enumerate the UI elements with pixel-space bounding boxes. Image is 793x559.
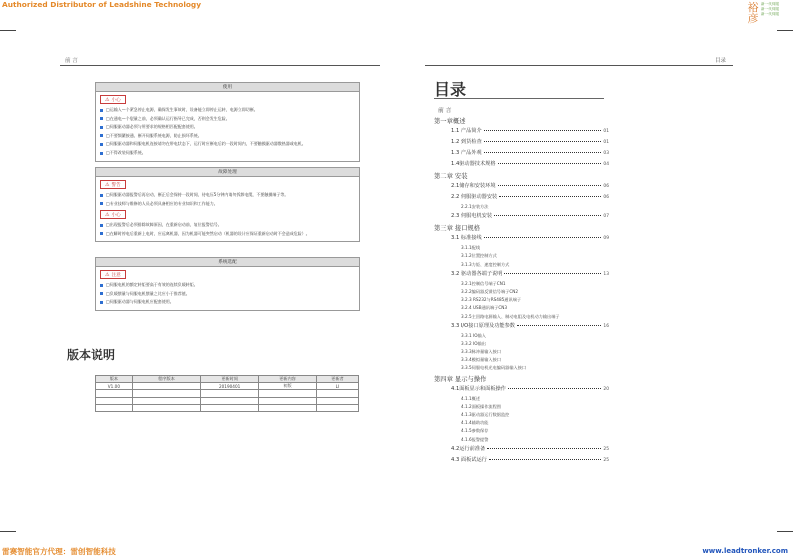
toc-entry-title: 4.1.4辅助功能	[461, 420, 489, 426]
toc-entry-title: 1.4驱动器技术规格	[451, 161, 496, 167]
toc-page-number: 20	[603, 386, 609, 392]
version-title: 版本说明	[67, 348, 116, 362]
toc-entry[interactable]	[434, 385, 609, 396]
right-page-header: 目录	[715, 58, 727, 64]
notice-item-text: □出现报警后必须排除故障原因，在重新启动前，复位报警信号。	[106, 222, 222, 228]
table-cell	[259, 397, 317, 404]
table-of-contents	[434, 105, 609, 467]
toc-page-number: 04	[603, 162, 609, 167]
logo-char-1: 裕	[747, 1, 759, 14]
bullet-square-icon	[100, 117, 103, 120]
version-table-header	[96, 376, 359, 383]
table-cell	[316, 404, 358, 411]
toc-leader-dots	[508, 388, 601, 389]
toc-entry-title: 3.1.2位置控制方式	[461, 253, 497, 259]
notice-item	[100, 107, 355, 113]
toc-entry-title: 3.2 驱动器各端子说明	[451, 270, 503, 277]
brand-logo	[747, 2, 779, 24]
toc-entry[interactable]	[434, 396, 609, 404]
toc-page-number: 13	[603, 271, 609, 277]
toc-page-number: 25	[603, 457, 609, 463]
toc-leader-dots	[484, 237, 602, 238]
notice-item	[100, 192, 355, 198]
toc-entry-title: 4.1.5参数保存	[461, 428, 489, 434]
bullet-square-icon	[100, 224, 103, 227]
notice-item	[100, 222, 355, 228]
toc-entry[interactable]	[434, 341, 609, 349]
toc-page-number: 06	[603, 195, 609, 200]
toc-entry[interactable]	[434, 445, 609, 456]
toc-entry[interactable]	[434, 138, 609, 149]
toc-page-number: 06	[603, 184, 609, 189]
toc-leader-dots	[504, 273, 601, 274]
toc-entry-title: 4.3 面板试运行	[451, 456, 487, 463]
notice-section	[95, 257, 360, 311]
notice-item	[100, 141, 355, 147]
warning-tag-label: 注意	[111, 272, 121, 278]
notice-item	[100, 231, 355, 237]
notice-item-text: □在通电—个裂量之前，必须确认运行指导已完成，否则会发生危险。	[106, 115, 230, 121]
table-cell: 初版	[259, 383, 317, 390]
toc-entry-title: 第四章 显示与操作	[434, 375, 487, 383]
table-row	[96, 383, 359, 390]
toc-entry-title: 3.2.5主回路电源输入、制动电阻及电机动力输出端子	[461, 313, 560, 319]
toc-page-number: 03	[603, 151, 609, 156]
toc-entry[interactable]	[434, 428, 609, 436]
toc-entry[interactable]	[434, 127, 609, 138]
table-row	[96, 397, 359, 404]
toc-entry[interactable]	[434, 212, 609, 223]
toc-entry[interactable]	[434, 262, 609, 270]
toc-entry-title: 2.1储存和安装环境	[451, 183, 496, 189]
table-cell	[201, 397, 259, 404]
toc-entry[interactable]	[434, 234, 609, 245]
col-update-content: 更新内容	[259, 376, 317, 383]
notice-item	[100, 299, 355, 305]
warning-tag-label: 警告	[111, 182, 121, 188]
col-program-version: 程序版本	[132, 376, 200, 383]
toc-entry-title: 前 言	[438, 108, 452, 114]
toc-entry[interactable]	[434, 160, 609, 171]
toc-entry-title: 第一章概述	[434, 118, 466, 125]
toc-leader-dots	[484, 130, 602, 131]
toc-entry[interactable]	[434, 116, 609, 127]
toc-entry-title: 3.1.1配线	[461, 245, 481, 251]
agent-banner: 雷赛智能官方代理：雷创智能科技	[2, 547, 116, 556]
bullet-square-icon	[100, 134, 103, 137]
toc-entry[interactable]	[434, 289, 609, 297]
notice-item-text: □不要频繁接通、断开伺服系统电源，防止损坏系统。	[106, 132, 202, 138]
toc-entry-title: 4.1.1概述	[461, 395, 481, 401]
toc-entry[interactable]	[434, 365, 609, 373]
toc-title: 目录	[434, 80, 467, 99]
notice-item-text: □伺服驱动器和伺服电机连接请勿在带电状态下，运行时应断电后约一段时间内，不要触摸驱动器散热器或电机。	[106, 141, 306, 147]
warning-icon: ⚠	[105, 211, 110, 218]
notice-item-text: □负载惯量与伺服电机惯量之比应小于推荐值。	[106, 290, 190, 296]
bullet-square-icon	[100, 194, 103, 197]
warning-icon: ⚠	[105, 181, 110, 188]
notice-item-text: □运输入—个紧急停止电源，确保发生事故时，设备能立即停止运转，电源立即切断。	[106, 107, 258, 112]
crop-mark-bottom-left	[0, 531, 16, 532]
crop-mark-top-left	[0, 30, 16, 31]
toc-page-number: 25	[603, 446, 609, 452]
toc-leader-dots	[517, 325, 601, 326]
logo-line: 新一代伺服	[761, 2, 779, 6]
toc-entry[interactable]	[434, 456, 609, 467]
toc-entry-title: 1.2 到货检查	[451, 139, 482, 145]
notice-section-title: 使用	[95, 82, 360, 92]
table-row	[96, 404, 359, 411]
toc-entry[interactable]	[434, 281, 609, 289]
toc-entry-title: 第二章 安装	[434, 173, 468, 180]
table-cell	[132, 397, 200, 404]
toc-entry-title: 2.3 伺服电机安装	[451, 213, 493, 220]
logo-text	[761, 2, 779, 17]
toc-page-number: 16	[603, 323, 609, 329]
toc-entry-title: 第三章 接口规格	[434, 225, 481, 233]
warning-tag	[100, 95, 126, 104]
toc-entry[interactable]	[434, 374, 609, 385]
notice-item	[100, 116, 355, 122]
toc-entry[interactable]	[434, 404, 609, 412]
toc-entry[interactable]	[434, 204, 609, 212]
right-header-rule	[425, 65, 733, 66]
notice-section-body	[95, 177, 360, 242]
toc-page-number: 09	[603, 236, 609, 242]
toc-entry[interactable]	[434, 305, 609, 313]
notice-section	[95, 82, 360, 162]
table-cell	[96, 397, 133, 404]
table-cell: 20190401	[201, 383, 259, 390]
toc-entry[interactable]	[434, 314, 609, 322]
toc-entry[interactable]	[434, 149, 609, 160]
website-link[interactable]: www.leadtronker.com	[702, 547, 788, 555]
toc-leader-dots	[484, 141, 602, 142]
notice-item-text: □伺服驱动器报警后再启动，断正后会保持一段时间，待电压5分钟内请勿拆卸电缆，不要触摸端子等。	[106, 192, 289, 197]
warning-icon: ⚠	[105, 96, 110, 103]
toc-entry-title: 3.2.2编码器反馈信号端子CN2	[461, 288, 519, 294]
toc-entry-title: 2.2.1安装方法	[461, 204, 489, 209]
toc-entry-title: 1.1 产品简介	[451, 128, 482, 134]
toc-entry-title: 3.1.3力矩、速度控制方式	[461, 261, 510, 267]
warning-tag-label: 小心	[111, 97, 121, 103]
toc-entry[interactable]	[434, 333, 609, 341]
toc-entry-title: 3.3.5伺服电机光电编码器输入接口	[461, 365, 527, 371]
table-cell: LI	[316, 383, 358, 390]
warning-icon: ⚠	[105, 271, 110, 278]
left-page-header: 前 言	[65, 58, 78, 64]
table-cell	[259, 390, 317, 397]
notice-item-text: □伺服驱动器必须与所要求的规格相匹配配套使用。	[106, 124, 198, 130]
toc-leader-dots	[494, 215, 601, 216]
toc-page-number: 01	[603, 129, 609, 134]
notice-section-body	[95, 92, 360, 162]
warning-tag	[100, 180, 126, 189]
bullet-square-icon	[100, 126, 103, 129]
logo-line: 新一代伺服	[761, 12, 779, 16]
distributor-banner: Authorized Distributor of Leadshine Technology	[2, 0, 202, 9]
bullet-square-icon	[100, 232, 103, 235]
bullet-square-icon	[100, 301, 103, 304]
notice-item	[100, 150, 355, 156]
toc-entry-title: 4.2运行前准备	[451, 445, 486, 452]
bullet-square-icon	[100, 202, 103, 205]
toc-leader-dots	[499, 196, 601, 197]
notice-section-body	[95, 267, 360, 311]
notice-item-text: □专业技师与维修的人员必须具备相应的专业知识和工作能力。	[106, 200, 218, 206]
toc-title-rule	[434, 98, 604, 99]
notice-item-text: □伺服驱动器与伺服电机应配套使用。	[106, 299, 174, 305]
notice-item	[100, 282, 355, 288]
toc-entry-title: 3.2.1控制信号端子CN1	[461, 280, 506, 286]
toc-entry-title: 4.1.2面板操作流程图	[461, 403, 501, 409]
warning-tag-label: 小心	[111, 212, 121, 218]
notice-item	[100, 291, 355, 297]
toc-entry-title: 4.1面板显示和面板操作	[451, 385, 506, 392]
bullet-square-icon	[100, 152, 103, 155]
toc-entry-title: 3.3.2 IO输出	[461, 340, 486, 346]
toc-entry[interactable]	[434, 171, 609, 182]
toc-entry-title: 4.1.6报警提警	[461, 436, 489, 442]
toc-entry-title: 4.1.3驱动器运行数据监控	[461, 412, 510, 417]
toc-leader-dots	[487, 448, 601, 449]
toc-leader-dots	[489, 459, 602, 460]
table-cell	[201, 404, 259, 411]
toc-entry-title: 3.2.3 RS232与RS485通讯端子	[461, 297, 522, 303]
toc-entry[interactable]	[434, 253, 609, 261]
table-cell	[132, 404, 200, 411]
notice-section-title: 故障处理	[95, 167, 360, 177]
toc-leader-dots	[484, 152, 602, 153]
toc-entry[interactable]	[434, 322, 609, 333]
toc-page-number: 01	[603, 140, 609, 145]
version-table	[95, 375, 359, 412]
toc-leader-dots	[498, 163, 602, 164]
warning-tag	[100, 210, 126, 219]
toc-entry[interactable]	[434, 193, 609, 204]
toc-entry-title: 1.3 产品外观	[451, 150, 482, 156]
table-row	[96, 390, 359, 397]
logo-line: 新一代伺服	[761, 7, 779, 11]
notice-item	[100, 124, 355, 130]
notice-section	[95, 167, 360, 242]
bullet-square-icon	[100, 143, 103, 146]
notice-item	[100, 201, 355, 207]
col-updater: 更新者	[316, 376, 358, 383]
table-cell	[201, 390, 259, 397]
toc-page-number: 07	[603, 214, 609, 220]
toc-entry[interactable]	[434, 105, 609, 116]
toc-entry[interactable]	[434, 223, 609, 234]
left-header-rule	[60, 65, 380, 66]
logo-mark	[747, 2, 759, 24]
toc-entry-title: 2.2 伺服驱动器安装	[451, 194, 498, 200]
logo-char-2: 彦	[747, 12, 759, 25]
table-cell	[316, 397, 358, 404]
notice-section-title: 系统选配	[95, 257, 360, 267]
table-cell	[96, 390, 133, 397]
bullet-square-icon	[100, 109, 103, 112]
toc-entry[interactable]	[434, 182, 609, 193]
notice-item	[100, 133, 355, 139]
col-version: 版本	[96, 376, 133, 383]
notice-item-text: □不得改装伺服系统。	[106, 149, 146, 155]
notice-item-text: □在瞬时停电后重新上电时，应远离机器，因为机器可能突然启动（机器的设计应保证重新启动时不会造成危险）。	[106, 230, 310, 236]
toc-entry[interactable]	[434, 270, 609, 281]
table-cell: V1.00	[96, 383, 133, 390]
toc-entry-title: 3.1 标准接线	[451, 235, 482, 242]
toc-entry-title: 3.3.1 IO输入	[461, 332, 486, 338]
col-update-time: 更新时间	[201, 376, 259, 383]
crop-mark-bottom-right	[777, 531, 793, 532]
bullet-square-icon	[100, 292, 103, 295]
table-cell	[259, 404, 317, 411]
toc-entry[interactable]	[434, 437, 609, 445]
toc-entry-title: 3.2.4 USB通讯端子CN3	[461, 305, 508, 311]
notice-item-text: □伺服电机的额定转矩要高于有效的连续负载转矩。	[106, 282, 198, 287]
toc-entry-title: 3.3.3脉冲量输入接口	[461, 349, 501, 355]
bullet-square-icon	[100, 284, 103, 287]
table-cell	[132, 383, 200, 390]
warning-tag	[100, 270, 126, 279]
toc-entry-title: 3.3 I/O接口原理及功能参数	[451, 322, 515, 329]
table-cell	[132, 390, 200, 397]
table-cell	[96, 404, 133, 411]
crop-mark-top-right	[777, 30, 793, 31]
table-cell	[316, 390, 358, 397]
toc-leader-dots	[498, 185, 602, 186]
toc-entry[interactable]	[434, 412, 609, 420]
toc-entry-title: 3.3.4模拟量输入接口	[461, 357, 501, 363]
